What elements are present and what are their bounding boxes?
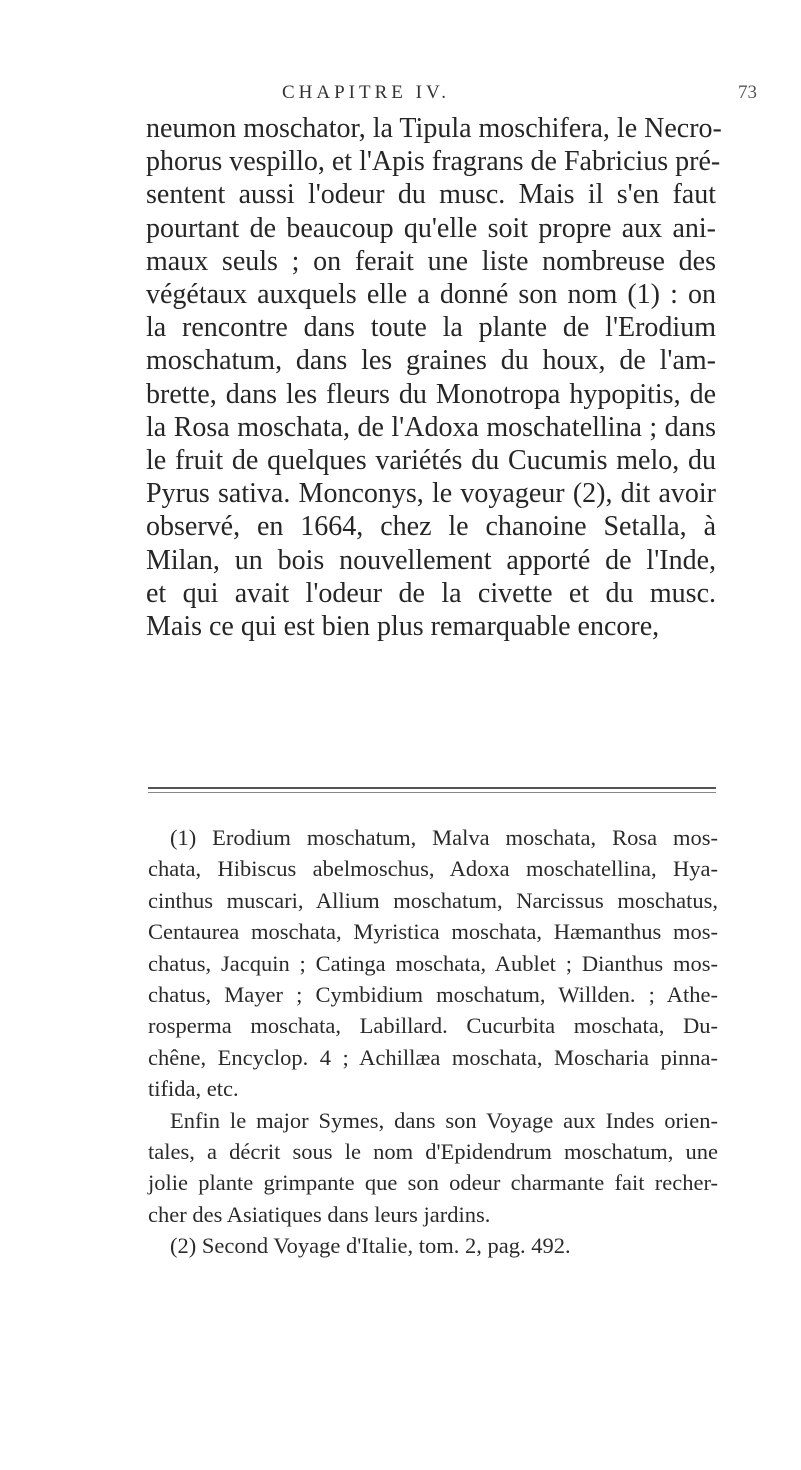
running-header — [0, 82, 801, 106]
text-line: la Rosa moschata, de l'Adoxa moschatellina ; dans — [146, 411, 716, 443]
footnote-line: tifida, etc. — [148, 1076, 239, 1102]
main-text — [146, 112, 722, 643]
footnote-line: chatus, Mayer ; Cymbidium moschatum, Willden. ; Athe- — [148, 982, 718, 1008]
text-line: neumon moschator, la Tipula moschifera, le Necro- — [146, 113, 722, 144]
text-line: Milan, un bois nouvellement apporté de l'Inde, — [146, 544, 716, 576]
footnote-line: cher des Asiatiques dans leurs jardins. — [148, 1201, 491, 1227]
footnote-line: cinthus muscari, Allium moschatum, Narcissus moschatus, — [148, 887, 718, 913]
footnote-line: rosperma moschata, Labillard. Cucurbita moschata, Du- — [148, 1013, 718, 1039]
text-line: brette, dans les fleurs du Monotropa hypopitis, de — [146, 378, 716, 410]
text-line: la rencontre dans toute la plante de l'Erodium — [146, 312, 716, 344]
text-line: le fruit de quelques variétés du Cucumis melo, du — [146, 445, 716, 477]
footnote-line: Enfin le major Symes, dans son Voyage aux Indes orien- — [170, 1107, 718, 1133]
text-line: Mais ce qui est bien plus remarquable encore, — [146, 611, 660, 643]
footnote-line: (1) Erodium moschatum, Malva moschata, Rosa mos- — [170, 825, 718, 850]
text-line: sentent aussi l'odeur du musc. Mais il s'en faut — [146, 179, 716, 211]
page-number: 73 — [738, 82, 757, 103]
footnote-divider-thin — [148, 792, 716, 793]
text-line: Pyrus sativa. Monconys, le voyageur (2), dit avoir — [146, 478, 716, 510]
text-line: moschatum, dans les graines du houx, de l'am- — [146, 345, 716, 377]
footnote-line: Centaurea moschata, Myristica moschata, Hæmanthus mos- — [148, 919, 718, 945]
footnote-line: tales, a décrit sous le nom d'Epidendrum moschatum, une — [148, 1139, 718, 1165]
footnote-line: chêne, Encyclop. 4 ; Achillæa moschata, Moscharia pinna- — [148, 1044, 718, 1070]
text-line: et qui avait l'odeur de la civette et du musc. — [146, 577, 716, 609]
footnote-line: chata, Hibiscus abelmoschus, Adoxa moschatellina, Hya- — [148, 856, 718, 882]
text-line: observé, en 1664, chez le chanoine Setalla, à — [146, 511, 716, 543]
footnote-line: (2) Second Voyage d'Italie, tom. 2, pag. 492. — [170, 1233, 571, 1259]
footnote-line: chatus, Jacquin ; Catinga moschata, Aublet ; Dianthus mos- — [148, 950, 718, 976]
chapter-title: CHAPITRE IV. — [282, 82, 450, 103]
text-line: phorus vespillo, et l'Apis fragrans de Fabricius pré- — [146, 146, 721, 178]
text-line: pourtant de beaucoup qu'elle soit propre aux ani- — [146, 212, 716, 244]
text-line: maux seuls ; on ferait une liste nombreuse des — [146, 245, 716, 277]
text-line: végétaux auxquels elle a donné son nom (1) : on — [146, 279, 716, 311]
footnotes — [148, 822, 718, 1262]
footnote-divider — [148, 787, 716, 789]
footnote-line: jolie plante grimpante que son odeur charmante fait recher- — [148, 1170, 718, 1196]
